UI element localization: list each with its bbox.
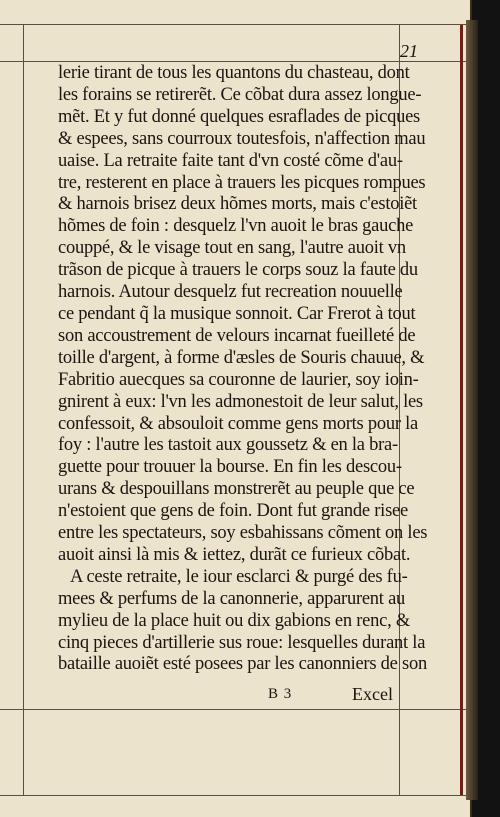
text-line: cinq pieces d'artillerie sus roue: lesquelles durant la bbox=[58, 632, 426, 653]
catchword: Excel bbox=[352, 684, 393, 704]
text-line: mẽt. Et y fut donné quelques esraflades de picques bbox=[58, 106, 421, 127]
paragraph-start-line: A ceste retraite, le iour esclarci & purgé des fu- bbox=[70, 566, 408, 587]
text-line: & harnois brisez deux hõmes morts, mais c'estoiẽt bbox=[58, 194, 417, 215]
text-line: guette pour trouuer la bourse. En fin les descou- bbox=[58, 457, 402, 478]
text-line: trãson de picque à trauers le corps souz la faute du bbox=[58, 260, 418, 281]
text-line: mylieu de la place huit ou dix gabions en renc, & bbox=[58, 610, 410, 631]
text-line: auoit ainsi là mis & iettez, durãt ce furieux cõbat. bbox=[58, 544, 411, 565]
text-line: couppé, & le visage tout en sang, l'autre auoit vn bbox=[58, 238, 406, 259]
page-number: 21 bbox=[400, 41, 418, 61]
text-line: son accoustrement de velours incarnat fueilleté de bbox=[58, 325, 416, 346]
text-line: urans & despouillans monstrerẽt au peuple que ce bbox=[58, 479, 415, 500]
text-line: mees & perfums de la canonnerie, apparurent au bbox=[58, 588, 406, 609]
ruled-line-lower bbox=[0, 709, 466, 710]
ruled-line-upper bbox=[0, 61, 466, 62]
text-line: Fabritio auecques sa couronne de laurier, soy ioin- bbox=[58, 369, 419, 390]
text-line: confessoit, & absouloit comme gens morts pour la bbox=[58, 413, 418, 434]
text-line: harnois. Autour desquelz fut recreation nouuelle bbox=[58, 282, 403, 303]
text-line: foy : l'autre les tastoit aux goussetz & en la bra- bbox=[58, 435, 398, 456]
body-text bbox=[58, 63, 428, 676]
text-line: & espees, sans courroux toutesfois, n'affection mau bbox=[58, 128, 426, 149]
signature-mark: B 3 bbox=[268, 686, 293, 702]
ruled-line-top bbox=[0, 24, 466, 25]
text-line: toille d'argent, à forme d'æsles de Souris chauue, & bbox=[58, 347, 425, 368]
ruled-line-bottom bbox=[0, 795, 466, 796]
text-line: les forains se retirerẽt. Ce cõbat dura assez longue- bbox=[58, 84, 422, 105]
text-line: tre, resterent en place à trauers les picques rompues bbox=[58, 172, 426, 193]
text-line: ce pendant q̃ la musique sonnoit. Car Frerot à tout bbox=[58, 303, 416, 324]
text-line: entre les spectateurs, soy esbahissans cõment on les bbox=[58, 523, 428, 544]
text-line: lerie tirant de tous les quantons du chasteau, dont bbox=[58, 63, 410, 83]
ruled-line-left bbox=[23, 24, 24, 796]
binding-edge bbox=[460, 25, 463, 795]
text-line: hõmes de foin : desquelz l'vn auoit le bras gauche bbox=[58, 216, 414, 237]
text-line: gnirent à eux: l'vn les admonestoit de leur salut, les bbox=[58, 391, 423, 412]
text-line: n'estoient que gens de foin. Dont fut grande risee bbox=[58, 501, 408, 522]
text-line: bataille auoiẽt esté posees par les canonniers de son bbox=[58, 654, 427, 675]
page-edge-shadow bbox=[466, 20, 478, 800]
text-line: uaise. La retraite faite tant d'vn costé cõme d'au- bbox=[58, 150, 403, 171]
